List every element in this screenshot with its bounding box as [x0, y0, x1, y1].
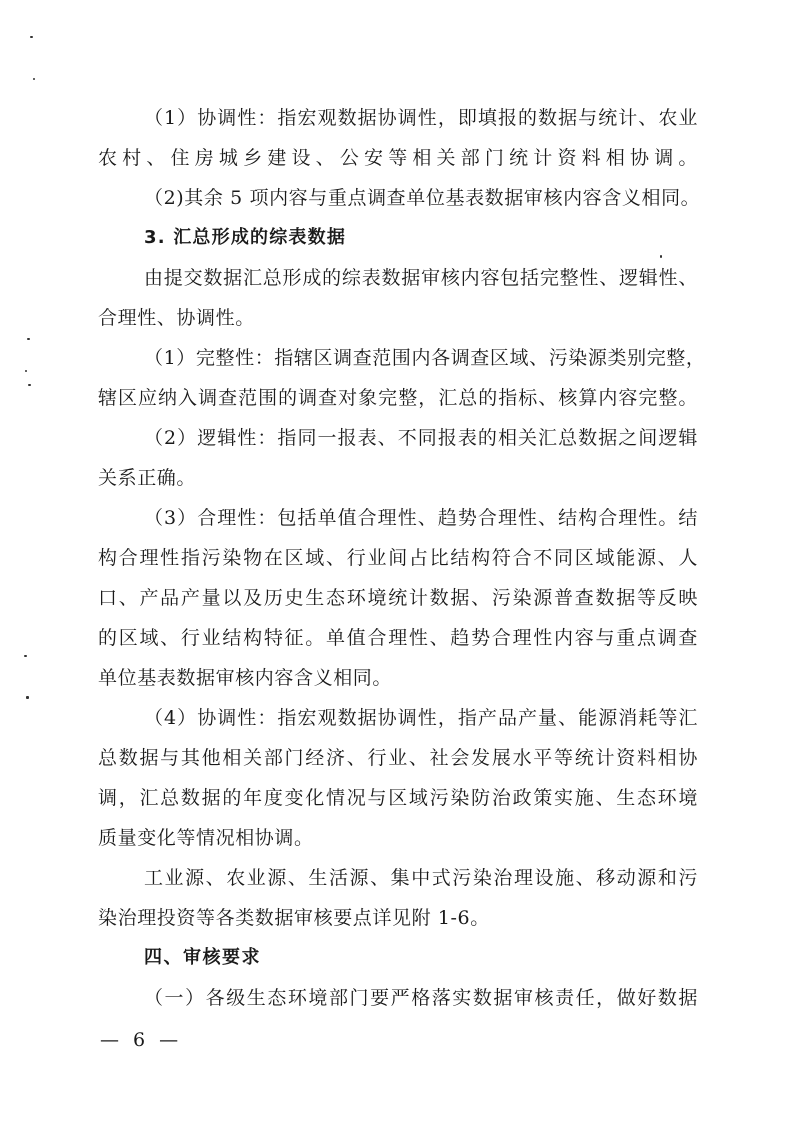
paragraph-line: （3）合理性：包括单值合理性、趋势合理性、结构合理性。结	[144, 507, 698, 529]
paragraph-line: （4）协调性：指宏观数据协调性，指产品产量、能源消耗等汇	[144, 707, 698, 729]
paragraph-line: （2)其余 5 项内容与重点调查单位基表数据审核内容含义相同。	[144, 187, 701, 209]
scan-speck	[26, 696, 29, 699]
paragraph-line: 调，汇总数据的年度变化情况与区域污染防治政策实施、生态环境	[98, 787, 698, 809]
paragraph-line: 关系正确。	[98, 467, 197, 489]
scan-speck	[660, 255, 662, 258]
paragraph-line: 质量变化等情况相协调。	[98, 827, 314, 849]
paragraph-line: 总数据与其他相关部门经济、行业、社会发展水平等统计资料相协	[98, 747, 698, 769]
subsection-heading: 3. 汇总形成的综表数据	[144, 227, 347, 248]
paragraph-line: （2）逻辑性：指同一报表、不同报表的相关汇总数据之间逻辑	[144, 427, 698, 449]
paragraph-line: 的区域、行业结构特征。单值合理性、趋势合理性内容与重点调查	[98, 627, 698, 649]
paragraph-line: 染治理投资等各类数据审核要点详见附 1-6。	[98, 907, 490, 929]
paragraph-line: （1）协调性：指宏观数据协调性，即填报的数据与统计、农业	[144, 107, 698, 129]
paragraph-line: 合理性、协调性。	[98, 307, 255, 329]
section-heading: 四、审核要求	[144, 947, 261, 968]
paragraph-line: 工业源、农业源、生活源、集中式污染治理设施、移动源和污	[144, 867, 698, 889]
paragraph-line: （一）各级生态环境部门要严格落实数据审核责任，做好数据	[144, 987, 698, 1009]
scan-speck	[25, 370, 27, 372]
scan-speck	[27, 338, 30, 340]
page-number: — 6 —	[100, 1029, 183, 1051]
paragraph-line: 单位基表数据审核内容含义相同。	[98, 667, 393, 689]
paragraph-line: 辖区应纳入调查范围的调查对象完整，汇总的指标、核算内容完整。	[98, 387, 698, 409]
scan-speck	[28, 384, 31, 386]
scan-speck	[33, 78, 35, 80]
paragraph-line: 由提交数据汇总形成的综表数据审核内容包括完整性、逻辑性、	[144, 267, 698, 289]
paragraph-line: 口、产品产量以及历史生态环境统计数据、污染源普查数据等反映	[98, 587, 698, 609]
scan-speck	[30, 36, 33, 38]
paragraph-line: 构合理性指污染物在区域、行业间占比结构符合不同区域能源、人	[98, 547, 698, 569]
scan-speck	[24, 655, 27, 657]
paragraph-line: （1）完整性：指辖区调查范围内各调查区域、污染源类别完整，	[144, 347, 706, 369]
paragraph-line: 农村、住房城乡建设、公安等相关部门统计资料相协调。	[98, 147, 698, 169]
